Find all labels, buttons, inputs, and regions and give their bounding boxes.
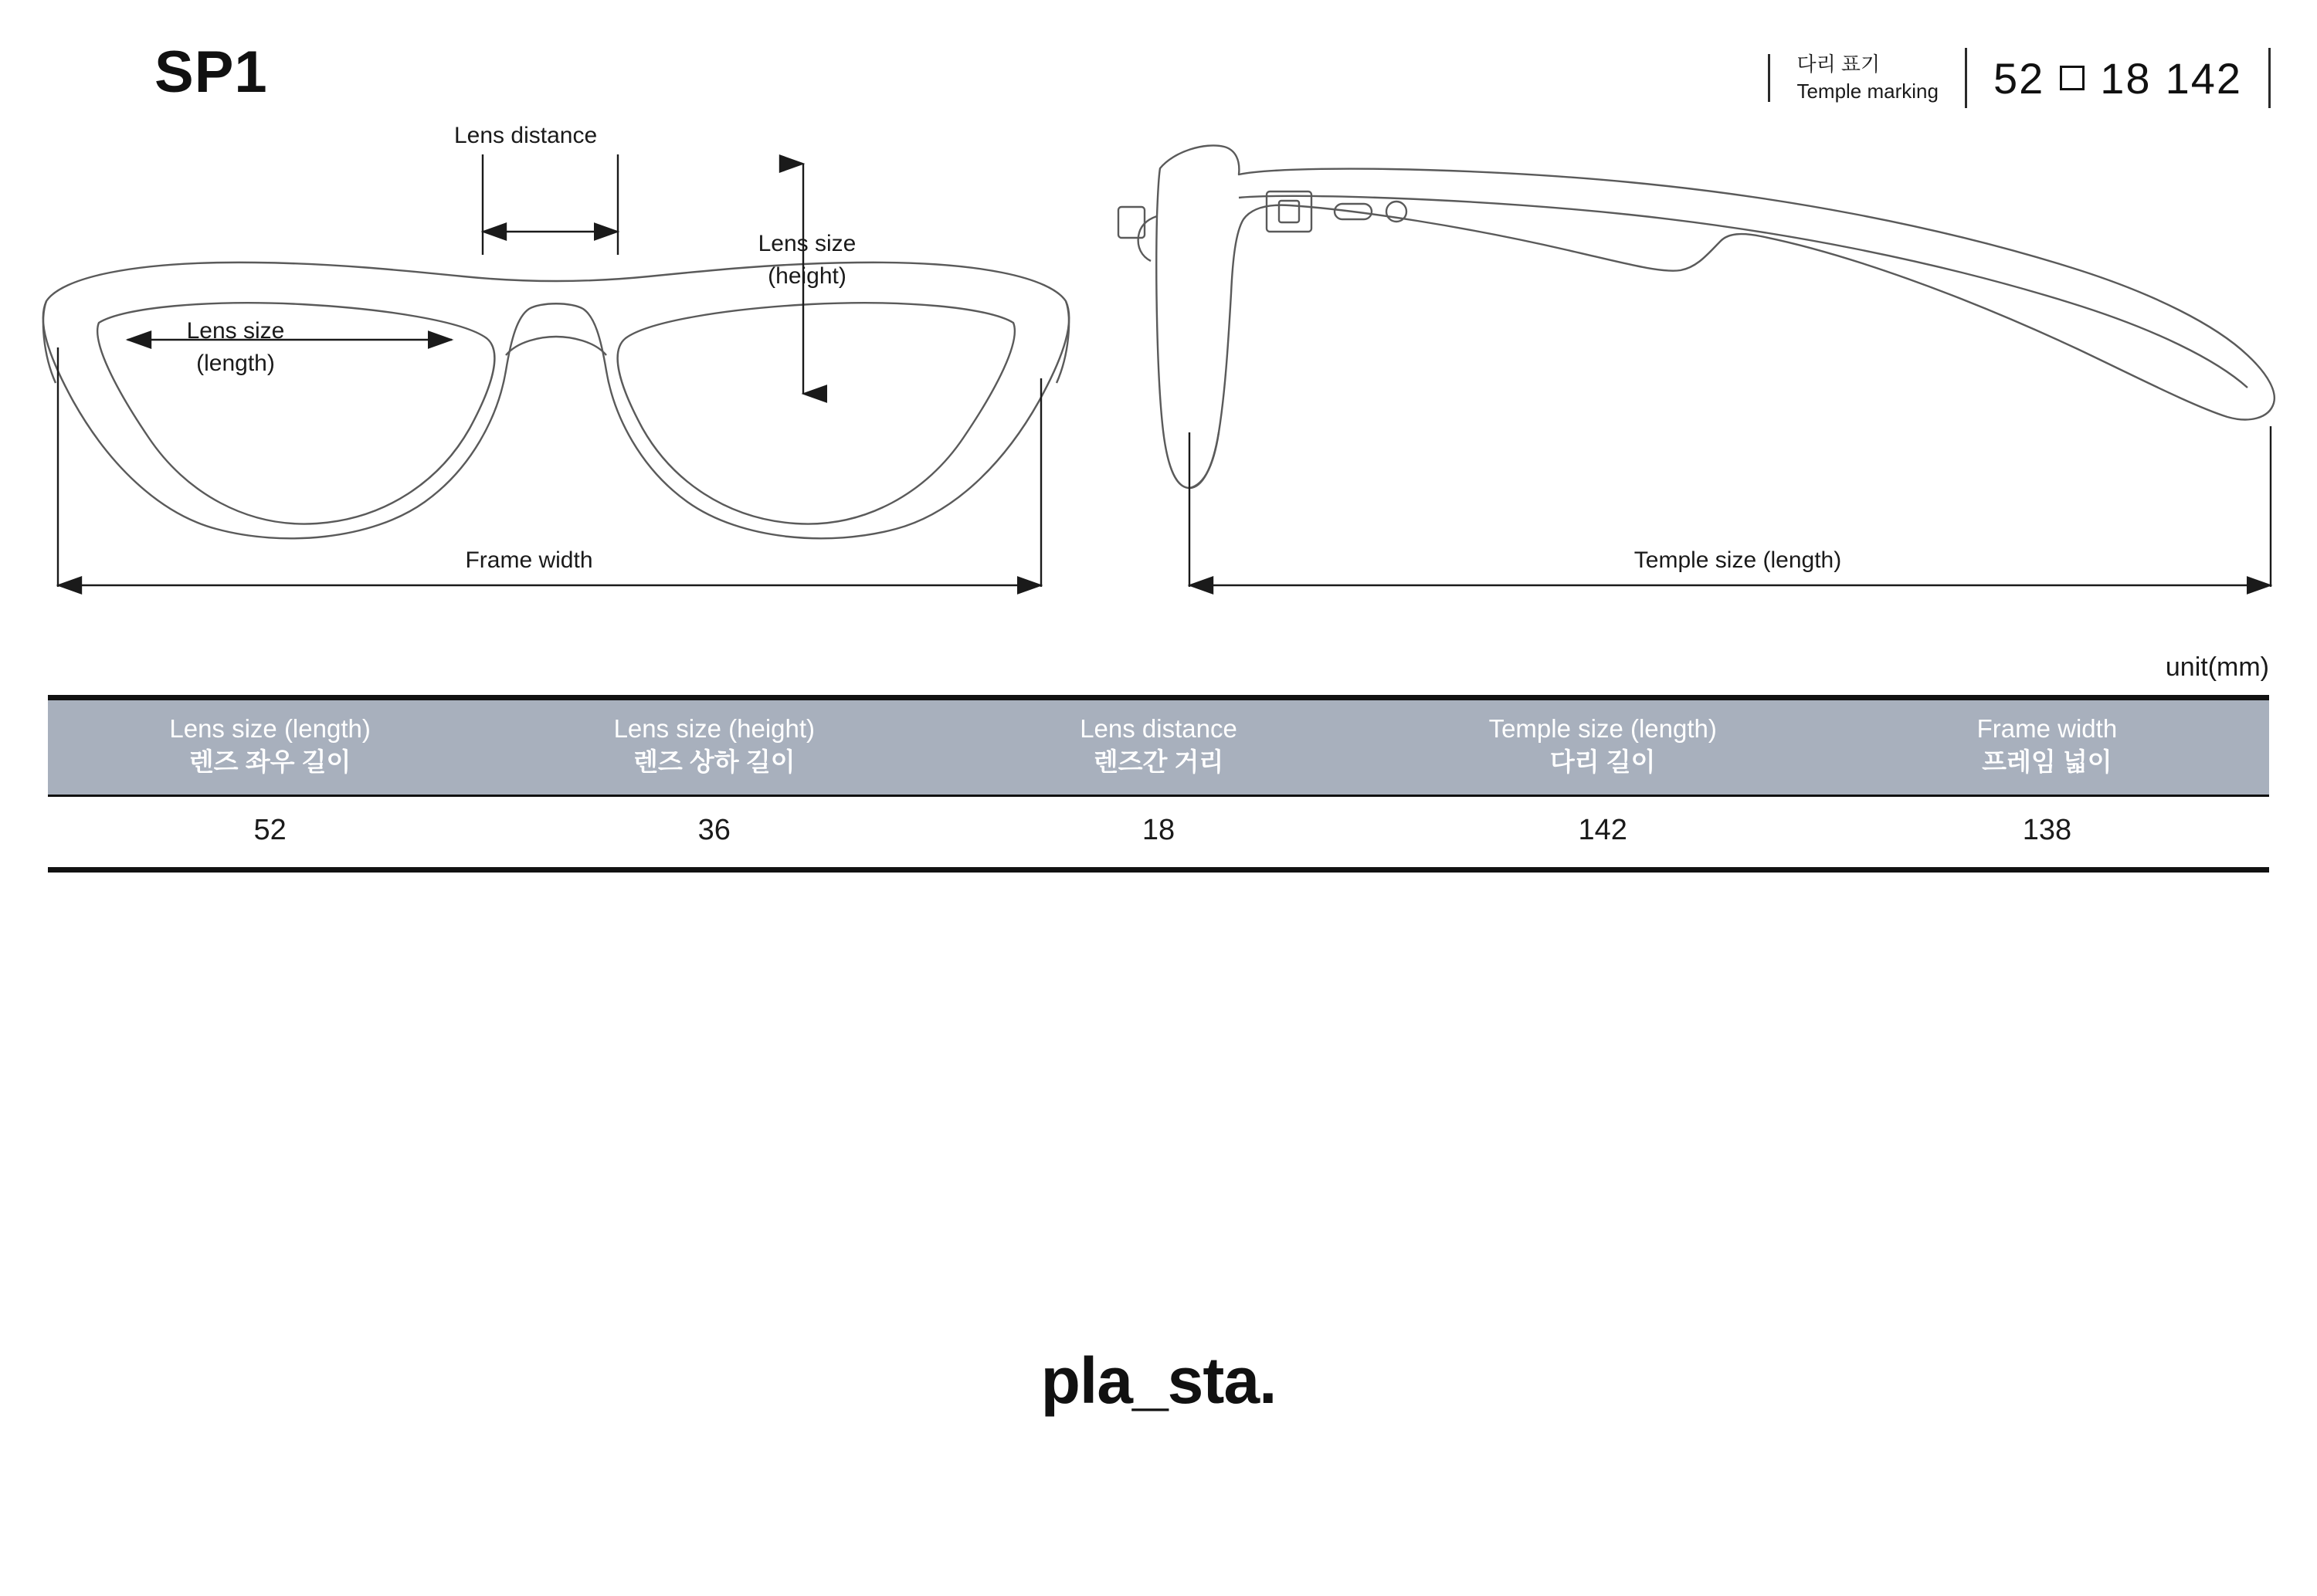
label-lens-size-height-1: Lens size [758,231,857,256]
header-ko: 렌즈간 거리 [1093,747,1224,776]
table-value-row [48,797,2269,867]
label-lens-size-length-2: (length) [196,351,275,376]
table-header-cell [48,700,492,795]
table-header-cell [1825,700,2269,795]
header-en: Lens distance [1080,714,1237,743]
measurement-table [48,695,2269,873]
divider-left [1768,54,1770,102]
table-cell-value: 142 [1578,813,1627,846]
label-frame-width: Frame width [465,547,593,573]
table-header-cell [1381,700,1825,795]
table-bottom-rule [48,867,2269,873]
label-lens-size-height-2: (height) [768,263,846,289]
marking-lens-distance: 18 [2100,53,2152,103]
header-ko: 프레임 넓이 [1982,747,2112,776]
table-header-cell [936,700,1380,795]
side-view-frame [1118,145,2275,488]
label-temple-size: Temple size (length) [1633,547,1842,573]
table-header-row [48,700,2269,795]
divider-middle [1965,48,1967,108]
table-cell-value: 36 [697,813,731,846]
technical-drawing [0,124,2317,649]
table-cell-value: 138 [2022,813,2072,846]
marking-temple-size: 142 [2165,53,2242,103]
front-view-frame [43,263,1069,538]
header-en: Frame width [1976,714,2118,743]
header-en: Lens size (height) [613,714,816,743]
label-lens-size-length-1: Lens size [186,318,285,344]
header-ko: 렌즈 좌우 길이 [188,747,351,776]
label-lens-distance: Lens distance [454,124,598,148]
marking-lens-size: 52 [1993,53,2045,103]
temple-marking-block [1768,48,2271,108]
temple-marking-labels [1796,51,1939,105]
table-cell-value: 52 [253,813,287,846]
table-cell-value: 18 [1142,813,1175,846]
square-bridge-icon [2060,66,2085,90]
table-top-rule [48,695,2269,700]
unit-label: unit(mm) [2165,652,2269,682]
header-ko: 다리 길이 [1549,747,1656,776]
temple-marking-value [1993,53,2242,103]
divider-right [2268,48,2271,108]
temple-marking-label-ko: 다리 표기 [1796,52,1881,76]
header-ko: 렌즈 상하 길이 [633,747,796,776]
page-title: SP1 [154,39,268,105]
header-en: Lens size (length) [169,714,371,743]
table-header-cell [492,700,936,795]
brand-logo: pla_sta. [1040,1344,1277,1417]
header-en: Temple size (length) [1488,714,1717,743]
temple-marking-label-en: Temple marking [1796,80,1939,103]
